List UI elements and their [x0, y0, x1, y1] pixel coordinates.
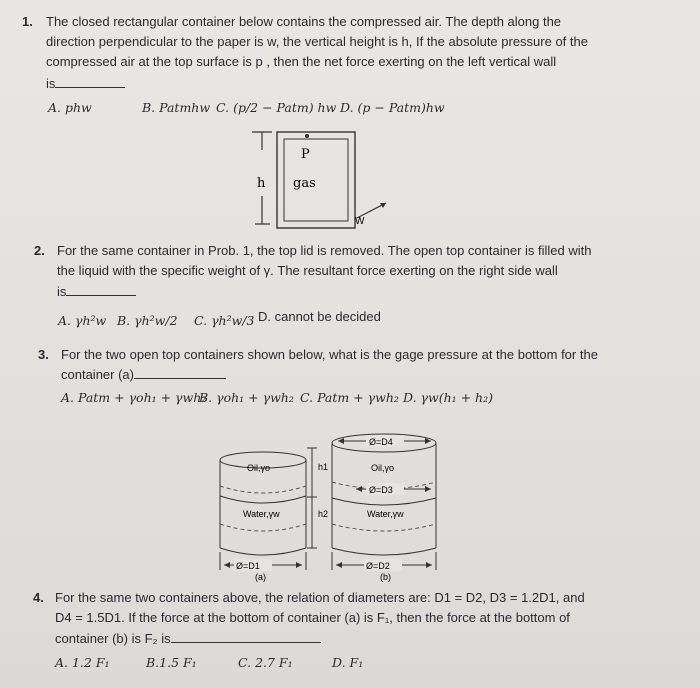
d2-label: Ø=D2	[366, 561, 390, 571]
p-label: P	[301, 147, 310, 162]
d1-label: Ø=D1	[236, 561, 260, 571]
gas-label: gas	[293, 176, 316, 191]
q4-option-b[interactable]: B.1.5 F₁	[146, 655, 197, 670]
q1-line1: The closed rectangular container below contains the compressed air. The depth along the	[46, 14, 562, 29]
caption-b: (b)	[380, 572, 391, 582]
q1-option-a[interactable]: A. phw	[48, 100, 92, 115]
q3-line1: For the two open top containers shown below, what is the gage pressure at the bottom for the	[61, 347, 598, 362]
q4-option-a[interactable]: A. 1.2 F₁	[55, 655, 110, 670]
q3-line2: container (a)	[61, 367, 226, 383]
q3-option-d[interactable]: D. γw(h₁ + h₂)	[403, 390, 493, 405]
q2-option-c[interactable]: C. γh²w/3	[194, 313, 255, 328]
d3-label: Ø=D3	[369, 485, 393, 495]
q4-number: 4.	[33, 590, 44, 605]
q4-answer-blank[interactable]	[171, 631, 321, 643]
q3-option-a[interactable]: A. Patm + γoh₁ + γwh₂	[61, 390, 207, 405]
q2-number: 2.	[34, 243, 45, 258]
q2-option-d[interactable]: D. cannot be decided	[258, 309, 381, 324]
water-label-b: Water,γw	[367, 509, 404, 519]
q1-line3: compressed air at the top surface is p , then the net force exerting on the left vertical wall	[46, 54, 557, 69]
q4-line1: For the same two containers above, the relation of diameters are: D1 = D2, D3 = 1.2D1, and	[55, 590, 585, 605]
q1-line4: is	[46, 76, 125, 92]
q4-option-d[interactable]: D. F₁	[332, 655, 364, 670]
q1-number: 1.	[22, 14, 33, 29]
oil-label-b: Oil,γo	[371, 463, 395, 473]
q4-line3: container (b) is F₂ is	[55, 631, 321, 647]
q3-number: 3.	[38, 347, 49, 362]
water-label-a: Water,γw	[243, 509, 280, 519]
q2-line3: is	[57, 284, 136, 300]
oil-label-a: Oil,γo	[247, 463, 271, 473]
h-label: h	[257, 176, 266, 191]
q4-line2: D4 = 1.5D1. If the force at the bottom of container (a) is F₁, then the force at the bottom of	[55, 610, 570, 625]
q3-option-b[interactable]: B. γoh₁ + γwh₂	[199, 390, 294, 405]
h1-label: h1	[318, 462, 329, 472]
h2-label: h2	[318, 509, 329, 519]
q2-option-b[interactable]: B. γh²w/2	[117, 313, 178, 328]
q1-line2: direction perpendicular to the paper is w, the vertical height is h, If the absolute pressure of the	[46, 34, 588, 49]
q4-option-c[interactable]: C. 2.7 F₁	[238, 655, 293, 670]
w-label: W	[355, 216, 365, 227]
caption-a: (a)	[255, 572, 266, 582]
q1-option-d[interactable]: D. (p − Patm)hw	[340, 100, 445, 115]
q1-option-c[interactable]: C. (p/2 − Patm) hw	[216, 100, 337, 115]
q2-line1: For the same container in Prob. 1, the top lid is removed. The open top container is filled with	[57, 243, 592, 258]
d4-label: Ø=D4	[369, 437, 393, 447]
q2-line2: the liquid with the specific weight of γ. The resultant force exerting on the right side wall	[57, 263, 558, 278]
q3-option-c[interactable]: C. Patm + γwh₂	[300, 390, 399, 405]
q2-option-a[interactable]: A. γh²w	[58, 313, 107, 328]
q1-option-b[interactable]: B. Patmhw	[142, 100, 211, 115]
